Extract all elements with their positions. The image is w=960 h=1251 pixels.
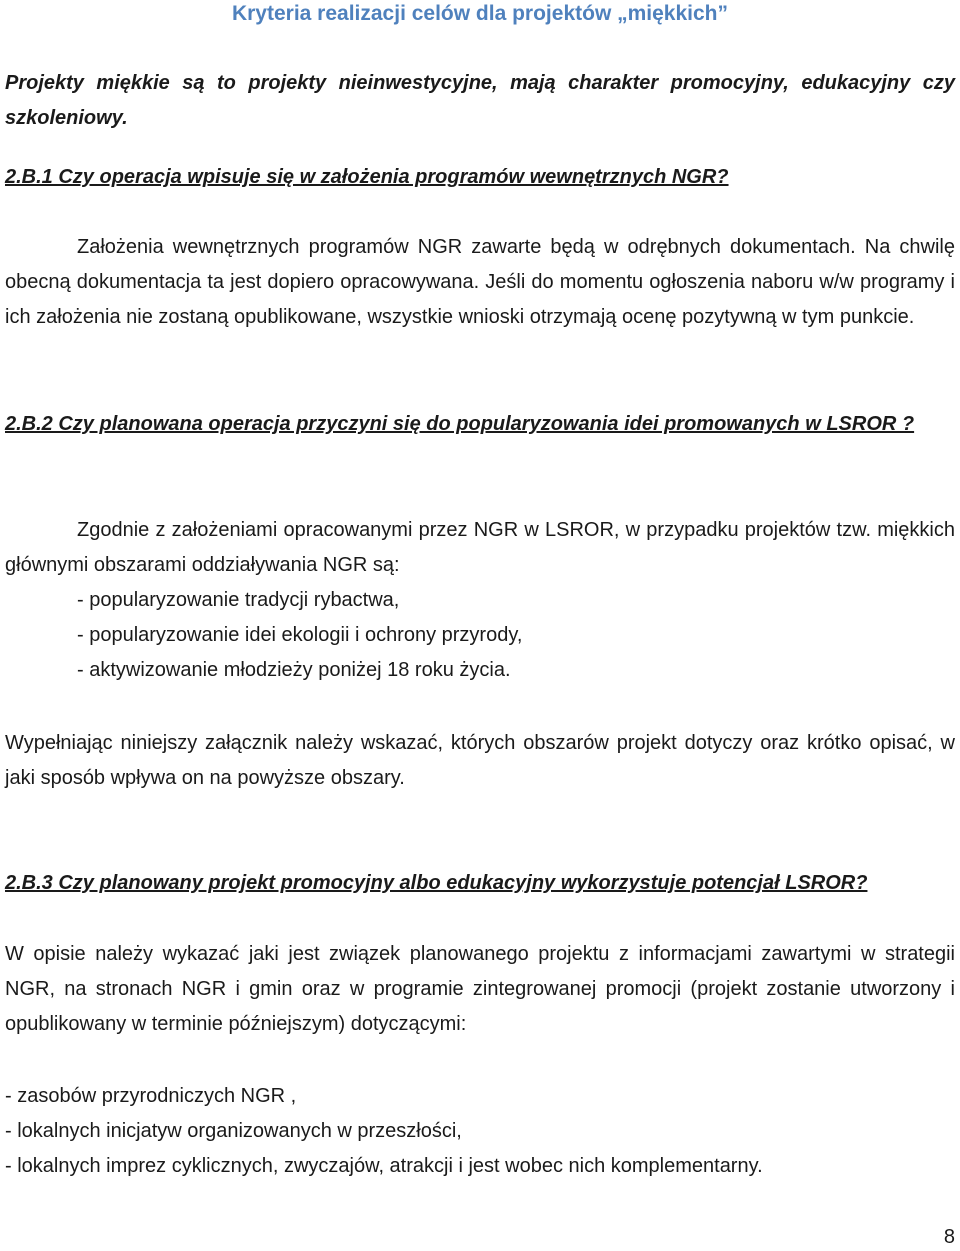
section-2-note: Wypełniając niniejszy załącznik należy wskazać, których obszarów projekt dotyczy oraz krótko opisać, w jaki sposób wpływa on na powyższe obszary. (5, 732, 955, 789)
section-3-paragraph: W opisie należy wykazać jaki jest związek planowanego projektu z informacjami zawartymi w strategii NGR, na stronach NGR i gmin oraz w programie zintegrowanej promocji (projekt zostanie utworzony i opublikowany w terminie późniejszym) dotyczącymi: (5, 943, 955, 1035)
section-3-list-item: - lokalnych inicjatyw organizowanych w przeszłości, (5, 1120, 462, 1142)
section-1-paragraph: Założenia wewnętrznych programów NGR zawarte będą w odrębnych dokumentach. Na chwilę obecną dokumentacja ta jest dopiero opracowywana. Jeśli do momentu ogłoszenia naboru w/w programy i ich założenia nie zostaną opublikowane, wszystkie wnioski otrzymają ocenę pozytywną w tym punkcie. (5, 236, 955, 328)
section-2-list-item: - popularyzowanie tradycji rybactwa, (77, 589, 400, 611)
section-3-list (5, 1079, 955, 1184)
section-2-list-item: - aktywizowanie młodzieży poniżej 18 roku życia. (77, 659, 511, 681)
section-1-heading: 2.B.1 Czy operacja wpisuje się w założenia programów wewnętrznych NGR? (5, 166, 729, 188)
page-header-title: Kryteria realizacji celów dla projektów „miękkich” (231, 2, 729, 25)
section-3-list-item: - lokalnych imprez cyklicznych, zwyczajów, atrakcji i jest wobec nich komplementarny. (5, 1155, 763, 1177)
section-2-list-item: - popularyzowanie idei ekologii i ochrony przyrody, (77, 624, 523, 646)
section-2-heading: 2.B.2 Czy planowana operacja przyczyni się do popularyzowania idei promowanych w LSROR ? (5, 413, 915, 435)
intro-paragraph: Projekty miękkie są to projekty nieinwestycyjne, mają charakter promocyjny, edukacyjny czy szkoleniowy. (5, 72, 955, 129)
section-3-list-item: - zasobów przyrodniczych NGR , (5, 1085, 297, 1107)
page-number: 8 (943, 1226, 955, 1248)
section-2-content (5, 513, 955, 688)
section-3-heading: 2.B.3 Czy planowany projekt promocyjny albo edukacyjny wykorzystuje potencjał LSROR? (5, 872, 868, 894)
section-2-paragraph: Zgodnie z założeniami opracowanymi przez NGR w LSROR, w przypadku projektów tzw. miękkich głównymi obszarami oddziaływania NGR są: (5, 519, 955, 576)
